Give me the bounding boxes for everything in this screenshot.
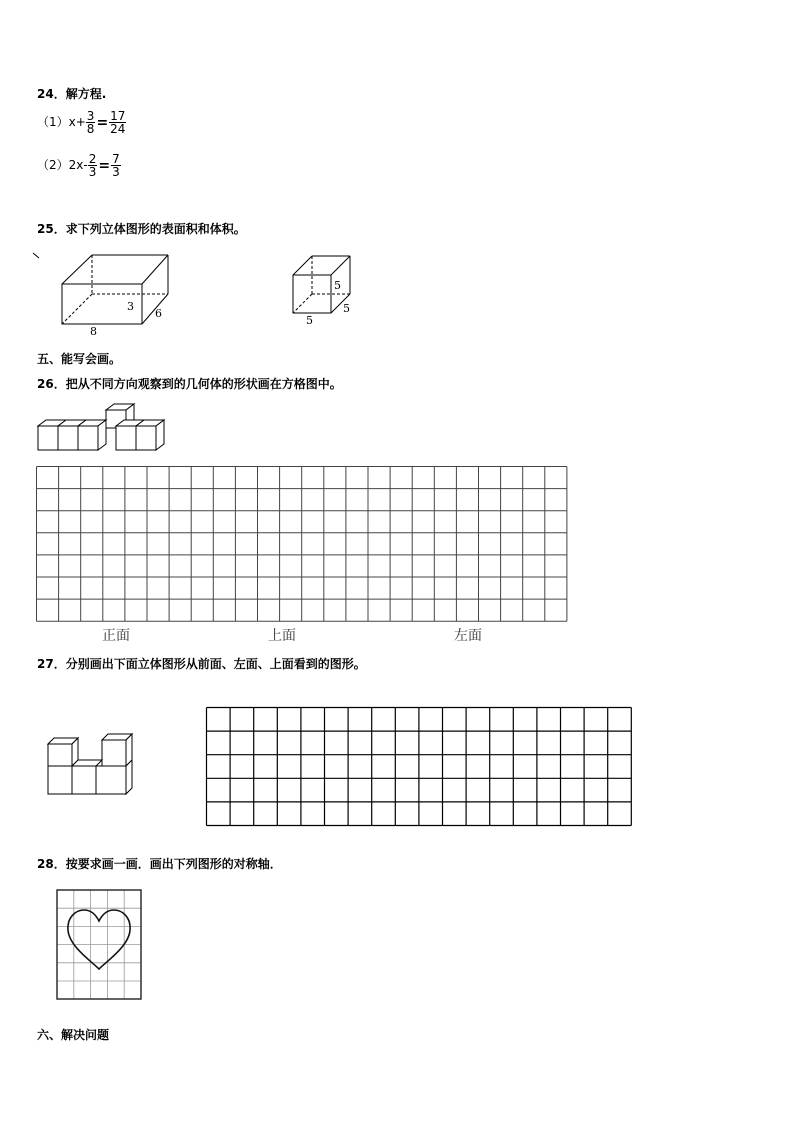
q25-title: 25．求下列立体图形的表面积和体积。 — [37, 222, 246, 236]
q26-title: 26．把从不同方向观察到的几何体的形状画在方格图中。 — [37, 377, 342, 391]
fraction-3-8 — [86, 110, 96, 135]
cube-stack-figure-27 — [45, 728, 135, 798]
drawing-grid-26[interactable] — [36, 466, 569, 622]
cube-edge-label-bottom: 5 — [306, 314, 313, 327]
q28-title: 28．按要求画一画．画出下列图形的对称轴． — [37, 857, 282, 871]
denominator: 8 — [86, 122, 95, 136]
q27-title: 27．分别画出下面立体图形从前面、左面、上面看到的图形。 — [37, 657, 366, 671]
equals-sign: = — [96, 114, 109, 131]
numerator: 3 — [86, 109, 95, 123]
denominator: 3 — [88, 165, 97, 179]
view-label-left: 左面 — [454, 628, 482, 644]
cube-stack-figure-26 — [36, 402, 161, 454]
cuboid-width-label: 6 — [155, 307, 162, 320]
equals-sign: = — [98, 157, 111, 174]
cube-edge-label-depth: 5 — [343, 302, 350, 315]
cube-edge-label-right: 5 — [334, 279, 341, 292]
equation-2-prefix: （2）2x- — [37, 158, 88, 172]
fraction-17-24 — [109, 110, 126, 135]
equation-1 — [37, 110, 126, 135]
equation-1-prefix: （1）x+ — [37, 115, 86, 129]
heart-grid-figure — [55, 888, 143, 1001]
view-label-front: 正面 — [102, 628, 130, 644]
cuboid-length-label: 8 — [90, 325, 97, 338]
section-6-heading: 六、解决问题 — [37, 1028, 110, 1042]
cuboid-figure — [30, 250, 190, 345]
heart-shape — [68, 910, 130, 969]
fraction-7-3 — [111, 153, 121, 178]
fraction-2-3 — [88, 153, 98, 178]
cuboid-height-label: 3 — [127, 300, 134, 313]
numerator: 17 — [110, 109, 126, 123]
q24-title: 24．解方程. — [37, 87, 107, 101]
denominator: 3 — [112, 165, 120, 179]
drawing-grid-27[interactable] — [206, 707, 634, 829]
section-5-heading: 五、能写会画。 — [37, 352, 122, 366]
numerator: 2 — [88, 152, 97, 166]
denominator: 24 — [110, 122, 126, 136]
equation-2 — [37, 153, 121, 178]
view-label-top: 上面 — [268, 628, 296, 644]
numerator: 7 — [112, 152, 120, 166]
